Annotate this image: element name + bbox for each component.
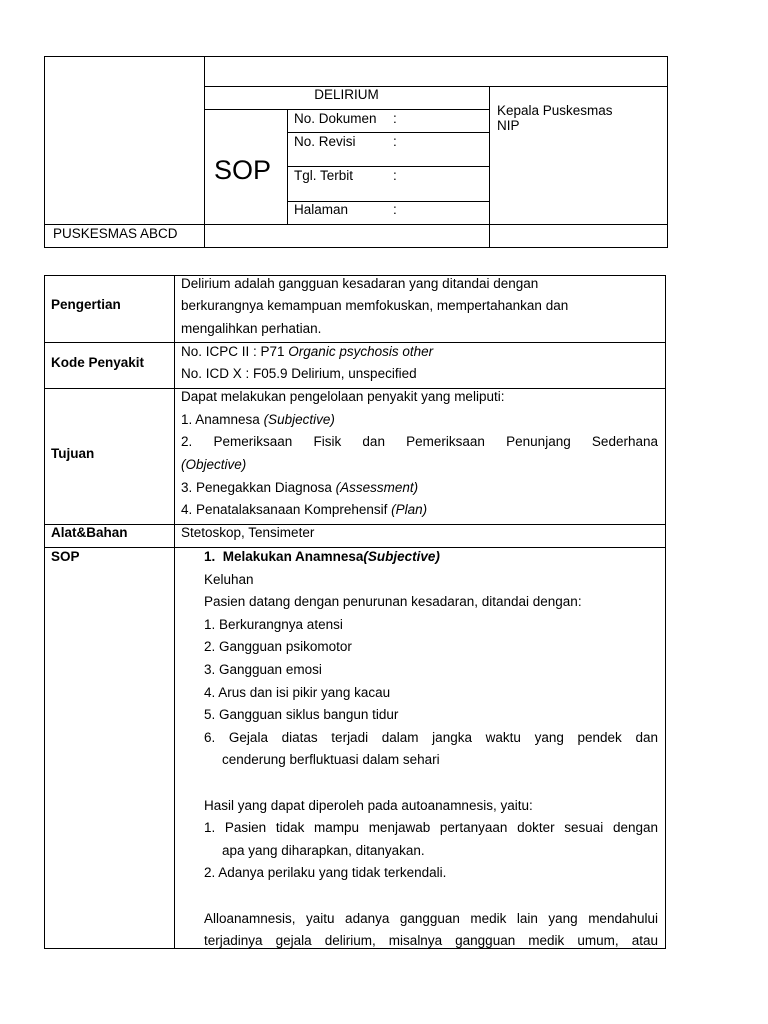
tujuan-item-2-italic: (Objective) [181,457,247,472]
rule [44,524,666,525]
sop-item-3: 3. Gangguan emosi [204,662,322,677]
heading-italic: (Subjective) [363,549,440,564]
sop-item-4: 4. Arus dan isi pikir yang kacau [204,685,391,700]
sop-item-5: 5. Gangguan siklus bangun tidur [204,707,399,722]
pengertian-line-1: Delirium adalah gangguan kesadaran yang ditandai dengan [181,276,539,291]
icd-code: No. ICD X : F05.9 Delirium, unspecified [181,366,417,381]
rule [667,56,668,248]
rule [44,224,668,225]
rule [665,275,666,949]
rule [287,132,489,133]
icpc-code [181,344,433,360]
icpc-prefix: No. ICPC II : P71 [181,344,289,359]
item-text: 3. Penegakkan Diagnosa [181,480,336,495]
item-italic: (Assessment) [335,480,419,495]
tujuan-item-1 [181,412,335,428]
rule [204,109,489,110]
rule [44,342,666,343]
rule [44,247,668,248]
label-alat-bahan: Alat&Bahan [51,525,128,540]
field-tgl-terbit: Tgl. Terbit [294,168,354,183]
sop-intro: Pasien datang dengan penurunan kesadaran, ditandai dengan: [204,594,582,609]
rule [44,275,45,949]
sop-item-2: 2. Gangguan psikomotor [204,639,352,654]
icpc-description: Organic psychosis other [288,344,434,359]
item-text: 1. Anamnesa [181,412,264,427]
item-text: 4. Penatalaksanaan Komprehensif [181,502,392,517]
field-no-revisi: No. Revisi [294,134,356,149]
label-pengertian: Pengertian [51,297,121,312]
heading-number: 1. [204,549,216,564]
sop-heading [204,549,440,565]
allo-line-2: terjadinya gejala delirium, misalnya gangguan medik umum, atau [204,933,658,948]
sop-label: SOP [214,155,272,185]
auto-item-1-cont: apa yang diharapkan, ditanyakan. [222,843,425,858]
rule [204,56,205,248]
label-sop: SOP [51,549,80,564]
field-no-dokumen: No. Dokumen [294,111,377,126]
tujuan-item-3 [181,480,418,496]
field-halaman: Halaman [294,202,349,217]
heading-text: Melakukan Anamnesa [222,549,364,564]
rule [287,109,288,225]
document-title: DELIRIUM [314,87,379,102]
auto-item-1: 1. Pasien tidak mampu menjawab pertanyaan dokter sesuai dengan [204,820,658,835]
colon: : [393,134,397,149]
colon: : [393,168,397,183]
organization-name: PUSKESMAS ABCD [53,226,178,241]
colon: : [393,202,397,217]
rule [174,275,175,949]
sop-item-6: 6. Gejala diatas terjadi dalam jangka waktu yang pendek dan [204,730,658,745]
colon: : [393,111,397,126]
allo-line-1: Alloanamnesis, yaitu adanya gangguan medik lain yang mendahului [204,911,658,926]
sop-keluhan: Keluhan [204,572,254,587]
alat-bahan-value: Stetoskop, Tensimeter [181,525,315,540]
rule [44,56,668,57]
sop-item-1: 1. Berkurangnya atensi [204,617,343,632]
tujuan-item-4 [181,502,427,518]
item-italic: (Plan) [391,502,428,517]
tujuan-intro: Dapat melakukan pengelolaan penyakit yang meliputi: [181,389,505,404]
rule [44,56,45,248]
sop-item-6-cont: cenderung berfluktuasi dalam sehari [222,752,440,767]
pengertian-line-3: mengalihkan perhatian. [181,321,322,336]
label-tujuan: Tujuan [51,446,95,461]
item-italic: (Subjective) [263,412,335,427]
label-kode-penyakit: Kode Penyakit [51,355,145,370]
pengertian-line-2: berkurangnya kemampuan memfokuskan, mempertahankan dan [181,298,569,313]
rule [287,166,489,167]
nip-label: NIP [497,118,520,133]
tujuan-item-2: 2. Pemeriksaan Fisik dan Pemeriksaan Penunjang Sederhana [181,434,658,449]
kepala-puskesmas: Kepala Puskesmas [497,103,613,118]
auto-intro: Hasil yang dapat diperoleh pada autoanamnesis, yaitu: [204,798,533,813]
rule [44,547,666,548]
auto-item-2: 2. Adanya perilaku yang tidak terkendali. [204,865,447,880]
